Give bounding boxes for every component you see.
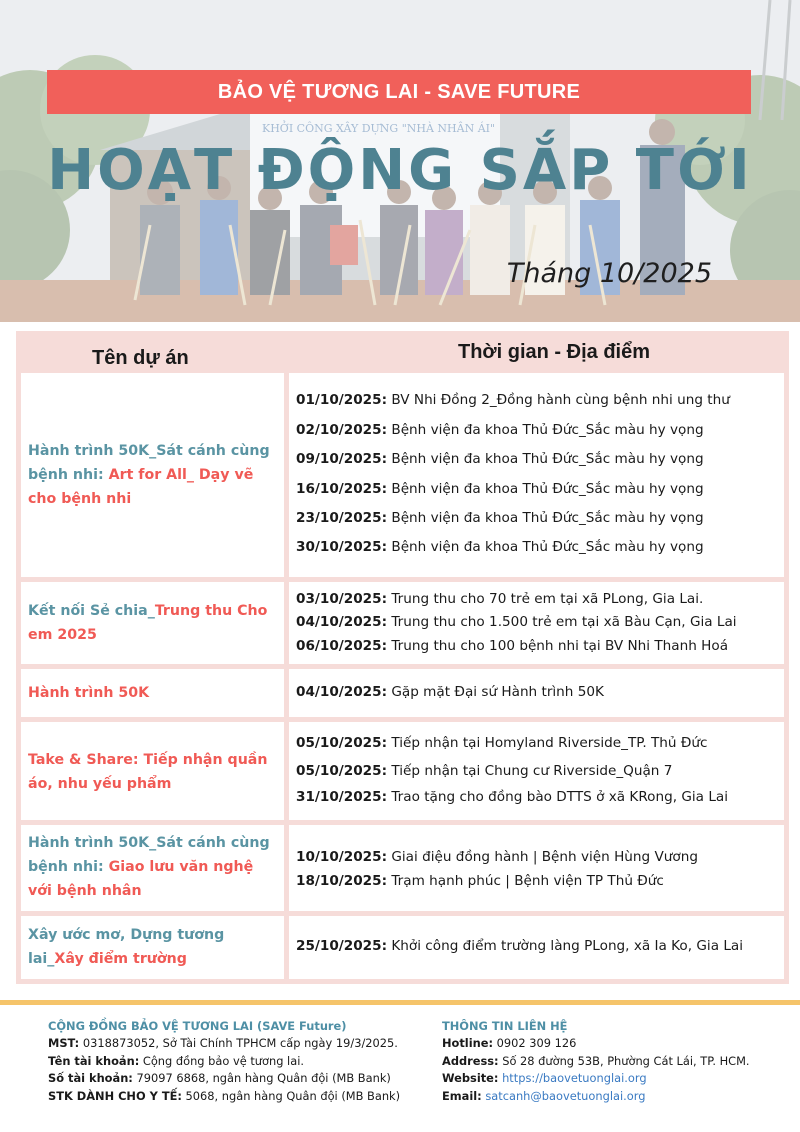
website: Website: https://baovetuonglai.org — [442, 1071, 647, 1086]
table-row-3-events — [289, 669, 784, 717]
event-line: 04/10/2025: Trung thu cho 1.500 trẻ em tại xã Bàu Cạn, Gia Lai — [296, 614, 737, 630]
event-line: 31/10/2025: Trao tặng cho đồng bào DTTS ở xã KRong, Gia Lai — [296, 789, 729, 805]
event-line: 04/10/2025: Gặp mặt Đại sứ Hành trình 50K — [296, 684, 604, 700]
event-line: 02/10/2025: Bệnh viện đa khoa Thủ Đức_Sắc màu hy vọng — [296, 422, 704, 438]
email: Email: satcanh@baovetuonglai.org — [442, 1088, 646, 1103]
contact-info — [442, 1018, 750, 1105]
event-line: 01/10/2025: BV Nhi Đồng 2_Đồng hành cùng bệnh nhi ung thư — [296, 392, 730, 408]
event-line: 16/10/2025: Bệnh viện đa khoa Thủ Đức_Sắc màu hy vọng — [296, 481, 704, 497]
event-line: 09/10/2025: Bệnh viện đa khoa Thủ Đức_Sắc màu hy vọng — [296, 451, 704, 467]
table-row-1-project — [21, 373, 284, 577]
project-name: Hành trình 50K_Sát cánh cùng bệnh nhi: Giao lưu văn nghệ với bệnh nhân — [28, 835, 270, 899]
table-row-1-events — [289, 373, 784, 577]
account-number: Số tài khoản: 79097 6868, ngân hàng Quân đội (MB Bank) — [48, 1071, 391, 1086]
project-name: Take & Share: Tiếp nhận quần áo, nhu yếu phẩm — [28, 752, 268, 792]
table-row-2-project — [21, 582, 284, 664]
table-row-2-events — [289, 582, 784, 664]
medical-account: STK DÀNH CHO Y TẾ: 5068, ngân hàng Quân đội (MB Bank) — [48, 1088, 401, 1103]
org-banner: BẢO VỆ TƯƠNG LAI - SAVE FUTURE — [47, 70, 751, 114]
hotline: Hotline: 0902 309 126 — [442, 1036, 577, 1051]
address: Address: Số 28 đường 53B, Phường Cát Lái, TP. HCM. — [442, 1053, 750, 1068]
column-header-time-place: Thời gian - Địa điểm — [458, 341, 651, 363]
table-row-6-project — [21, 916, 284, 979]
table-row-6-events — [289, 916, 784, 979]
table-row-5-events — [289, 825, 784, 911]
project-name: Kết nối Sẻ chia_Trung thu Cho em 2025 — [28, 603, 268, 643]
table-row-5-project — [21, 825, 284, 911]
table-row-3-project — [21, 669, 284, 717]
org-info — [48, 1018, 400, 1105]
event-line: 25/10/2025: Khởi công điểm trường làng PLong, xã Ia Ko, Gia Lai — [296, 938, 744, 954]
project-name: Hành trình 50K — [28, 685, 150, 701]
month-label: Tháng 10/2025 — [506, 258, 712, 289]
schedule-table — [16, 331, 789, 984]
page-title: HOẠT ĐỘNG SẮP TỚI — [47, 138, 753, 203]
table-row-4-project — [21, 722, 284, 820]
event-line: 23/10/2025: Bệnh viện đa khoa Thủ Đức_Sắc màu hy vọng — [296, 510, 704, 526]
project-name: Hành trình 50K_Sát cánh cùng bệnh nhi: Art for All_ Dạy vẽ cho bệnh nhi — [28, 443, 270, 507]
email-link[interactable]: satcanh@baovetuonglai.org — [485, 1088, 646, 1103]
org-heading: CỘNG ĐỒNG BẢO VỆ TƯƠNG LAI (SAVE Future) — [48, 1019, 347, 1033]
account-name: Tên tài khoản: Cộng đồng bảo vệ tương lai. — [48, 1053, 304, 1068]
event-line: 05/10/2025: Tiếp nhận tại Homyland Riverside_TP. Thủ Đức — [296, 735, 708, 751]
event-line: 06/10/2025: Trung thu cho 100 bệnh nhi tại BV Nhi Thanh Hoá — [296, 638, 729, 654]
event-line: 30/10/2025: Bệnh viện đa khoa Thủ Đức_Sắc màu hy vọng — [296, 539, 704, 555]
tax-id: MST: 0318873052, Sở Tài Chính TPHCM cấp ngày 19/3/2025. — [48, 1036, 398, 1051]
project-name: Xây ước mơ, Dựng tương lai_Xây điểm trường — [28, 927, 225, 967]
event-line: 18/10/2025: Trạm hạnh phúc | Bệnh viện TP Thủ Đức — [296, 873, 664, 889]
event-line: 10/10/2025: Giai điệu đồng hành | Bệnh viện Hùng Vương — [296, 849, 698, 865]
hero-section — [0, 0, 800, 322]
event-line: 05/10/2025: Tiếp nhận tại Chung cư Riverside_Quận 7 — [296, 763, 673, 779]
footer — [0, 1005, 800, 1132]
column-header-project: Tên dự án — [92, 347, 189, 369]
event-line: 03/10/2025: Trung thu cho 70 trẻ em tại xã PLong, Gia Lai. — [296, 591, 704, 607]
table-row-4-events — [289, 722, 784, 820]
website-link[interactable]: https://baovetuonglai.org — [502, 1071, 647, 1086]
contact-heading: THÔNG TIN LIÊN HỆ — [442, 1019, 568, 1033]
